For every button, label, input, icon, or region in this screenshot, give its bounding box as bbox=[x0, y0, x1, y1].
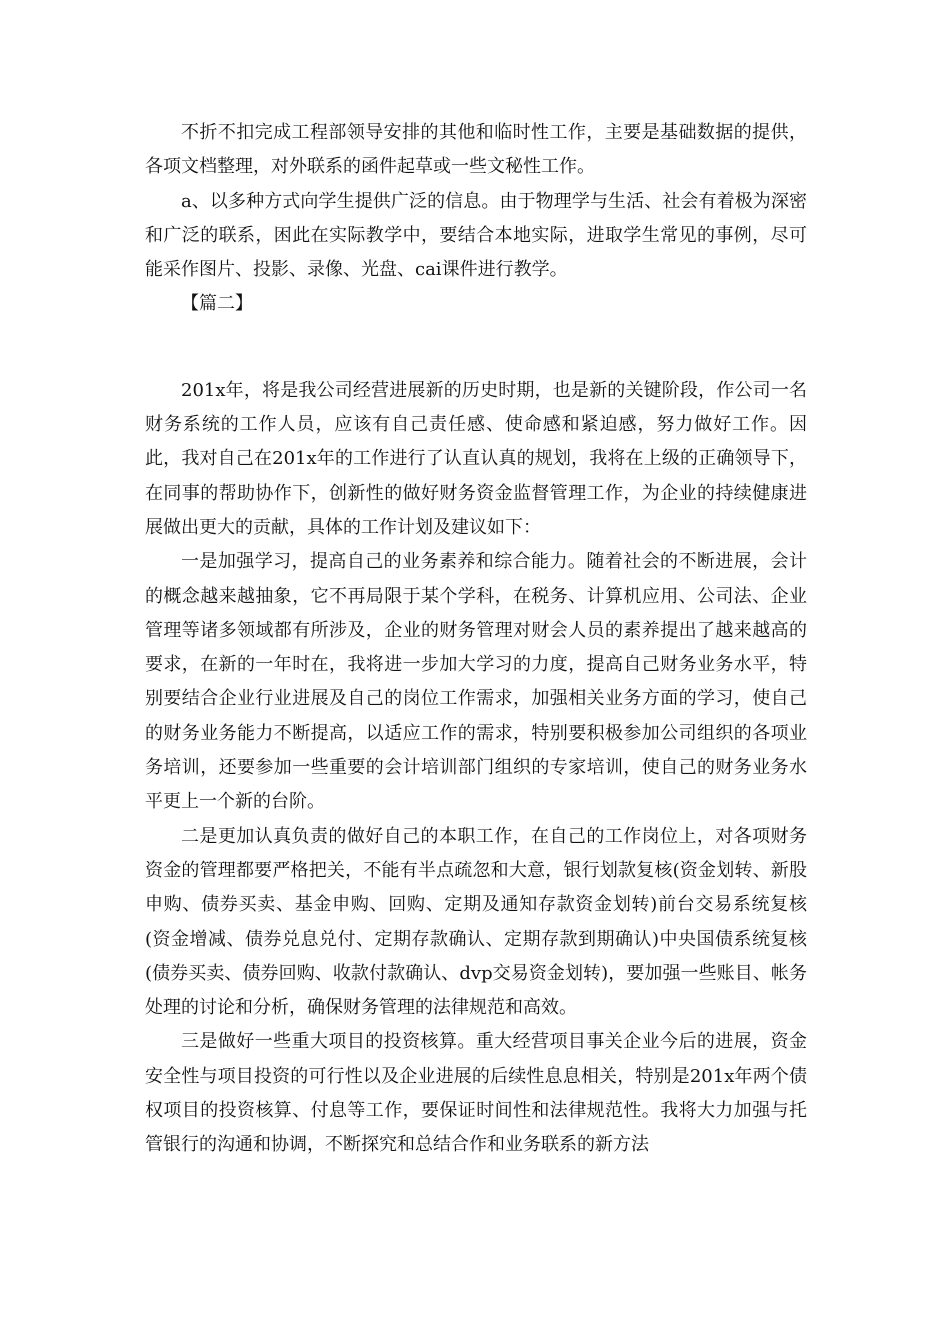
paragraph: 一是加强学习，提高自己的业务素养和综合能力。随着社会的不断进展，会计的概念越来越抽象，它不再局限于某个学科，在税务、计算机应用、公司法、企业管理等诸多领域都有所涉及，企业的财务管理对财会人员的素养提出了越来越高的要求，在新的一年时在，我将进一步加大学习的力度，提高自己财务业务水平，特别要结合企业行业进展及自己的岗位工作需求，加强相关业务方面的学习，使自己的财务业务能力不断提高，以适应工作的需求，特别要积极参加公司组织的各项业务培训，还要参加一些重要的会计培训部门组织的专家培训，使自己的财务业务水平更上一个新的台阶。 bbox=[145, 551, 807, 813]
document-page bbox=[145, 116, 807, 1163]
paragraph: 三是做好一些重大项目的投资核算。重大经营项目事关企业今后的进展，资金安全性与项目投资的可行性以及企业进展的后续性息息相关，特别是201x年两个债权项目的投资核算、付息等工作，要保证时间性和法律规范性。我将大力加强与托管银行的沟通和协调，不断探究和总结合作和业务联系的新方法 bbox=[145, 1031, 807, 1156]
paragraph: 二是更加认真负责的做好自己的本职工作，在自己的工作岗位上，对各项财务资金的管理都要严格把关，不能有半点疏忽和大意，银行划款复核(资金划转、新股申购、债券买卖、基金申购、回购、定期及通知存款资金划转)前台交易系统复核(资金增减、债券兑息兑付、定期存款确认、定期存款到期确认)中央国债系统复核(债券买卖、债券回购、收款付款确认、dvp交易资金划转)，要加强一些账目、帐务处理的讨论和分析，确保财务管理的法律规范和高效。 bbox=[145, 825, 807, 1019]
paragraph: 201x年，将是我公司经营进展新的历史时期，也是新的关键阶段，作公司一名财务系统的工作人员，应该有自己责任感、使命感和紧迫感，努力做好工作。因此，我对自己在201x年的工作进行了认直认真的规划，我将在上级的正确领导下，在同事的帮助协作下，创新性的做好财务资金监督管理工作，为企业的持续健康进展做出更大的贡献，具体的工作计划及建议如下： bbox=[145, 379, 807, 538]
paragraph: a、以多种方式向学生提供广泛的信息。由于物理学与生活、社会有着极为深密和广泛的联系，困此在实际教学中，要结合本地实际，进取学生常见的事例，尽可能采作图片、投影、录像、光盘、cai课件进行教学。 bbox=[145, 190, 807, 281]
section-spacer bbox=[145, 322, 807, 374]
paragraph: 不折不扣完成工程部领导安排的其他和临时性工作，主要是基础数据的提供，各项文档整理，对外联系的函件起草或一些文秘性工作。 bbox=[145, 122, 807, 178]
section-title: 【篇二】 bbox=[181, 293, 253, 315]
